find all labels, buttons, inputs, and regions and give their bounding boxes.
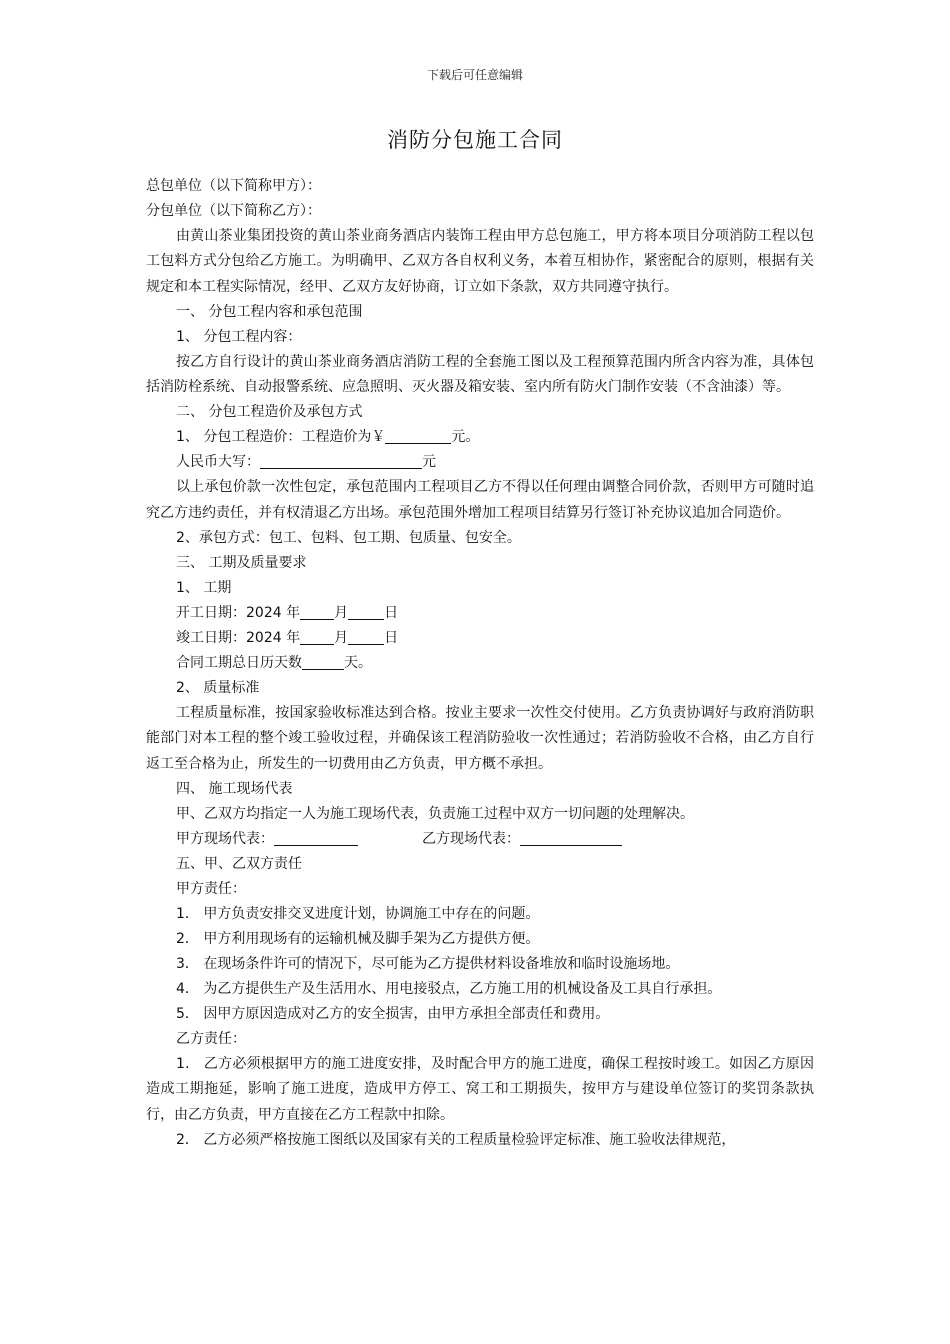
rmb-unit: 元 — [422, 454, 436, 471]
price-label: 1、 分包工程造价：工程造价为￥ — [176, 429, 386, 446]
party-b-item-1: 1． 乙方必须根据甲方的施工进度安排，及时配合甲方的施工进度，确保工程按时竣工。如因乙方原因造成工期拖延，影响了施工进度，造成甲方停工、窝工和工期损失，按甲方与建设单位签订的奖罚条款执行，由乙方负责，甲方直接在乙方工程款中扣除。 — [146, 1055, 814, 1123]
header-note: 下载后可任意编辑 — [426, 68, 523, 82]
start-month-blank — [300, 603, 334, 620]
rep-a-label: 甲方现场代表： — [176, 830, 274, 847]
section-3-item-2: 2、 质量标准 — [176, 680, 260, 697]
section-3-item-1: 1、 工期 — [176, 580, 232, 597]
section-3-title: 三、 工期及质量要求 — [176, 555, 307, 572]
rmb-line — [146, 450, 814, 475]
day-text: 日 — [384, 605, 399, 622]
duration-line — [146, 651, 814, 676]
start-date-line — [146, 601, 814, 626]
rep-a-blank — [274, 829, 358, 846]
section-1-item-1: 1、 分包工程内容： — [176, 328, 302, 345]
start-date-label: 开工日期：2024 年 — [176, 605, 301, 622]
party-b-line: 分包单位（以下简称乙方）： — [146, 203, 321, 219]
party-b-responsibilities-label: 乙方责任： — [176, 1030, 246, 1047]
section-1-title: 一、 分包工程内容和承包范围 — [176, 303, 363, 320]
month-text: 月 — [334, 605, 349, 622]
list-item: 1． 甲方负责安排交叉进度计划，协调施工中存在的问题。 — [176, 905, 540, 922]
duration-unit: 天。 — [344, 655, 372, 672]
rep-b-label: 乙方现场代表： — [422, 830, 520, 847]
start-day-blank — [348, 603, 384, 620]
price-blank — [385, 427, 451, 444]
list-item: 2． 甲方利用现场有的运输机械及脚手架为乙方提供方便。 — [176, 930, 540, 947]
month-text: 月 — [334, 630, 349, 647]
section-4-paragraph: 甲、乙双方均指定一人为施工现场代表，负责施工过程中双方一切问题的处理解决。 — [176, 805, 694, 822]
duration-label: 合同工期总日历天数 — [176, 655, 302, 672]
list-item: 3． 在现场条件许可的情况下，尽可能为乙方提供材料设备堆放和临时设施场地。 — [176, 955, 680, 972]
section-3-paragraph: 工程质量标准，按国家验收标准达到合格。按业主要求一次性交付使用。乙方负责协调好与政府消防职能部门对本工程的整个竣工验收过程，并确保该工程消防验收一次性通过；若消防验收不合格，由乙方自行返工至合格为止，所发生的一切费用由乙方负责，甲方概不承担。 — [146, 705, 814, 772]
price-unit: 元。 — [451, 429, 480, 446]
rep-b-blank — [520, 829, 622, 846]
day-text: 日 — [384, 630, 399, 647]
document-title: 消防分包施工合同 — [387, 128, 563, 152]
rmb-blank — [260, 452, 422, 469]
section-1-paragraph: 按乙方自行设计的黄山茶业商务酒店消防工程的全套施工图以及工程预算范围内所含内容为准，具体包括消防栓系统、自动报警系统、应急照明、灭火器及箱安装、室内所有防火门制作安装（不含油漆）等。 — [146, 353, 814, 396]
end-day-blank — [348, 628, 384, 645]
rmb-label: 人民币大写： — [176, 454, 260, 471]
party-a-line: 总包单位（以下简称甲方）： — [146, 178, 321, 194]
intro-paragraph: 由黄山茶业集团投资的黄山茶业商务酒店内装饰工程由甲方总包施工，甲方将本项目分项消防工程以包工包料方式分包给乙方施工。为明确甲、乙双方各自权利义务，本着互相协作，紧密配合的原则，根据有关规定和本工程实际情况，经甲、乙双方友好协商，订立如下条款，双方共同遵守执行。 — [146, 228, 814, 295]
section-2-paragraph: 以上承包价款一次性包定，承包范围内工程项目乙方不得以任何理由调整合同价款，否则甲方可随时追究乙方违约责任，并有权清退乙方出场。承包范围外增加工程项目结算另行签订补充协议追加合同造价。 — [146, 479, 814, 521]
party-a-responsibilities-label: 甲方责任： — [176, 880, 246, 897]
list-item: 4． 为乙方提供生产及生活用水、用电接驳点，乙方施工用的机械设备及工具自行承担。 — [176, 980, 722, 997]
section-5-title: 五、甲、乙双方责任 — [176, 855, 302, 872]
section-2-item-2: 2、承包方式：包工、包料、包工期、包质量、包安全。 — [176, 530, 521, 547]
end-month-blank — [300, 628, 334, 645]
end-date-label: 竣工日期：2024 年 — [176, 630, 301, 647]
duration-blank — [302, 653, 344, 670]
list-item: 5． 因甲方原因造成对乙方的安全损害，由甲方承担全部责任和费用。 — [176, 1005, 610, 1022]
contract-body — [146, 174, 814, 1153]
representatives-line — [146, 827, 814, 852]
party-b-item-2: 2． 乙方必须严格按施工图纸以及国家有关的工程质量检验评定标准、施工验收法律规范， — [176, 1131, 736, 1148]
section-2-title: 二、 分包工程造价及承包方式 — [176, 404, 363, 421]
end-date-line — [146, 626, 814, 651]
section-4-title: 四、 施工现场代表 — [176, 780, 293, 797]
price-line — [146, 425, 814, 450]
